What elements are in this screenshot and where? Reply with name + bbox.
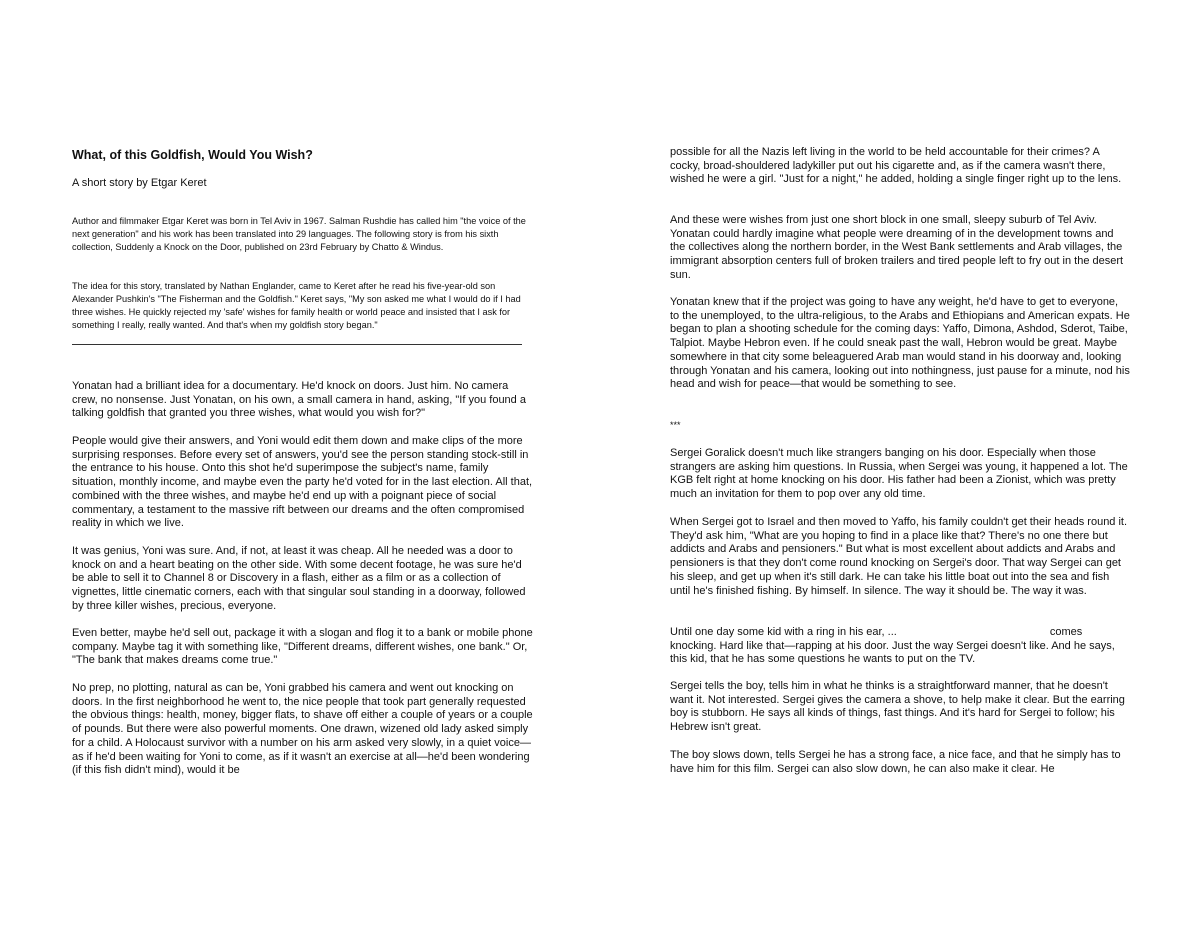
body-paragraph [670,626,1130,667]
left-page [72,0,542,927]
body-paragraph: People would give their answers, and Yoni would edit them down and make clips of the more surprising responses. Before every set of answers, you'd see the person standing stock-still in the entrance to his house. Onto this shot he'd superimpose the subject's name, family situation, monthly income, and maybe even the party he'd voted for in the last election. All that, combined with the three wishes, and maybe he'd end up with a poignant piece of social commentary, a testament to the massive rift between our dreams and the often compromised reality in which we live. [72,435,533,530]
byline: A short story by Etgar Keret [72,177,207,189]
body-paragraph: No prep, no plotting, natural as can be, Yoni grabbed his camera and went out knocking on doors. In the first neighborhood he went to, the nice people that took part generally requested the obvious things: health, money, bigger flats, to shave off either a couple of years or a couple of pounds. But there were also powerful moments. One drawn, wizened old lady asked simply for a child. A Holocaust survivor with a number on his arm asked very slowly, in a quiet voice—as if he'd been waiting for Yoni to come, as if it wasn't an exercise at all—he'd been wondering (if this fish didn't mind), would it be [72,682,533,777]
intro-paragraph: The idea for this story, translated by Nathan Englander, came to Keret after he read his five-year-old son Alexander Pushkin's "The Fisherman and the Goldfish." Keret says, "My son asked me what I would do if I had three wishes. He quickly rejected my 'safe' wishes for family health or world peace and insisted that I ask for something I really, really wanted. And that's when my goldfish story began." [72,281,521,330]
body-paragraph: Even better, maybe he'd sell out, package it with a slogan and flog it to a bank or mobile phone company. Maybe tag it with something like, "Different dreams, different wishes, one bank." Or, "The bank that makes dreams come true." [72,627,533,667]
paragraph-end: comes knocking. Hard like that—rapping at his door. Just the way Sergei doesn't like. And he says, this kid, that he has some questions he wants to put on the TV. [670,626,1115,666]
body-paragraph: Yonatan knew that if the project was going to have any weight, he'd have to get to everyone, to the unemployed, to the ultra-religious, to the Arabs and Ethiopians and American expats. He began to plan a shooting schedule for the coming days: Yaffo, Dimona, Ashdod, Sderot, Taibe, Talpiot. Maybe Hebron even. If he could sneak past the wall, Hebron would be great. Maybe somewhere in that city some beleaguered Arab man would stand in his doorway and, looking through Yonatan and his camera, looking out into nothingness, just pause for a minute, nod his head and wish for peace—that would be something to see. [670,296,1130,391]
body-paragraph: And these were wishes from just one short block in one small, sleepy suburb of Tel Aviv. Yonatan could hardly imagine what people were dreaming of in the development towns and the collectives along the northern border, in the West Bank settlements and Arab villages, the immigrant absorption centers full of broken trailers and tired people left to fry out in the desert sun. [670,214,1124,281]
body-paragraph: Sergei Goralick doesn't much like strangers banging on his door. Especially when those strangers are asking him questions. In Russia, when Sergei was young, it happened a lot. The KGB felt right at home knocking on his door. His father had been a Zionist, which was pretty much an invitation for them to pop over any old time. [670,447,1128,501]
body-paragraph: Sergei tells the boy, tells him in what he thinks is a straightforward manner, that he doesn't want it. Not interested. Sergei gives the camera a shove, to help make it clear. But the earring boy is stubborn. He says all kinds of things, fast things. And it's hard for Sergei to follow; his Hebrew isn't great. [670,680,1125,734]
body-paragraph: When Sergei got to Israel and then moved to Yaffo, his family couldn't get their heads round it. They'd ask him, "What are you hoping to find in a place like that? There's no one there but addicts and Arabs and pensioners." But what is most excellent about addicts and Arabs and pensioners is that they don't come round knocking on Sergei's door. That way Sergei can get his sleep, and get up when it's still dark. He can take his little boat out into the sea and fish until he's finished fishing. By himself. In silence. The way it should be. The way it was. [670,516,1128,597]
section-break: *** [670,420,681,430]
body-paragraph: possible for all the Nazis left living in the world to be held accountable for their crimes? A cocky, broad-shouldered ladykiller put out his cigarette and, as if the camera wasn't there, wished he were a girl. "Just for a night," he added, holding a single finger right up to the lens. [670,146,1122,186]
intro-paragraph: Author and filmmaker Etgar Keret was born in Tel Aviv in 1967. Salman Rushdie has called him "the voice of the next generation" and his work has been translated into 29 languages. The following story is from his sixth collection, Suddenly a Knock on the Door, published on 23rd February by Chatto & Windus. [72,216,526,252]
paragraph-start: Until one day some kid with a ring in his ear, [670,626,885,638]
divider [72,344,522,345]
right-page [670,0,1130,927]
body-paragraph: Yonatan had a brilliant idea for a documentary. He'd knock on doors. Just him. No camera crew, no nonsense. Just Yonatan, on his own, a small camera in hand, asking, "If you found a talking goldfish that granted you three wishes, what would you wish for?" [72,380,526,420]
body-paragraph: The boy slows down, tells Sergei he has a strong face, a nice face, and that he simply has to have him for this film. Sergei can also slow down, he can also make it clear. He [670,749,1121,775]
story-title: What, of this Goldfish, Would You Wish? [72,148,313,162]
ellipsis-gap: ... [887,626,897,638]
body-paragraph: It was genius, Yoni was sure. And, if not, at least it was cheap. All he needed was a door to knock on and a heart beating on the other side. With some decent footage, he was sure he'd be able to sell it to Channel 8 or Discovery in a flash, either as a film or as a collection of vignettes, little cinematic corners, each with that singular soul standing in a doorway, followed by three killer wishes, precious, everyone. [72,545,526,612]
